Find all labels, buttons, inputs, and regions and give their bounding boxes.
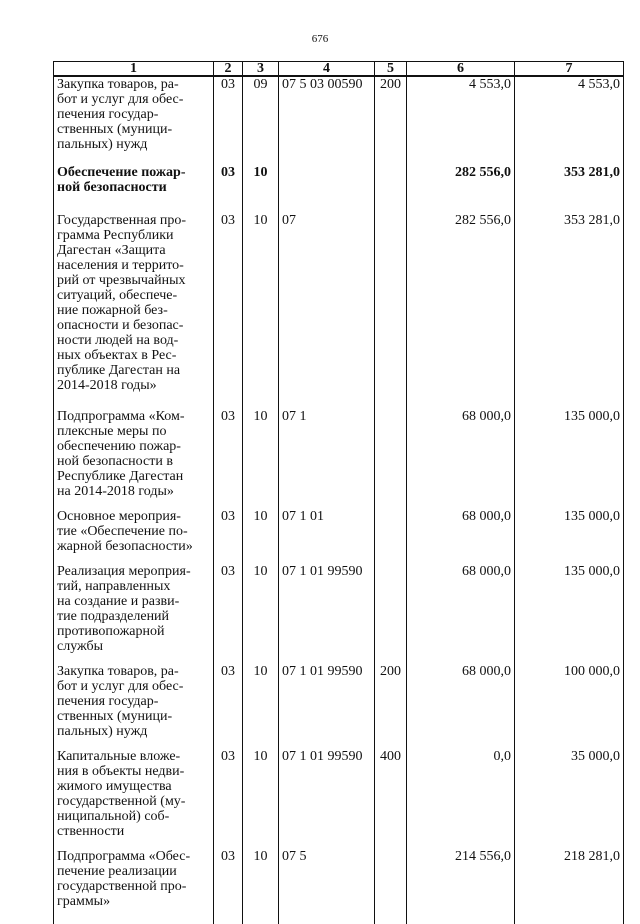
row-description: Закупка товаров, ра- бот и услуг для обес- печения государ- ственных (муници- пальных) нужд — [54, 76, 214, 155]
section-code: 03 — [214, 393, 243, 499]
table-row — [54, 393, 624, 499]
row-description: Подпрограмма «Ком- плексные меры по обеспечению пожар- ной безопасности в Республике Дагестан на 2014-2018 годы» — [54, 393, 214, 499]
amount-2017: 68 000,0 — [407, 499, 515, 554]
subsection-code: 10 — [243, 839, 279, 924]
amount-2018: 353 281,0 — [515, 199, 624, 393]
col-header-1: 1 — [54, 62, 214, 77]
target-article-code: 07 5 03 00590 — [279, 76, 375, 155]
budget-table — [53, 61, 624, 924]
target-article-code: 07 — [279, 199, 375, 393]
amount-2017: 282 556,0 — [407, 155, 515, 199]
col-header-6: 6 — [407, 62, 515, 77]
amount-2017: 68 000,0 — [407, 654, 515, 739]
subsection-code: 10 — [243, 739, 279, 839]
expense-type-code — [375, 499, 407, 554]
amount-2017: 282 556,0 — [407, 199, 515, 393]
expense-type-code: 400 — [375, 739, 407, 839]
section-code: 03 — [214, 739, 243, 839]
col-header-7: 7 — [515, 62, 624, 77]
table-row — [54, 654, 624, 739]
subsection-code: 09 — [243, 76, 279, 155]
target-article-code: 07 1 01 — [279, 499, 375, 554]
section-code: 03 — [214, 554, 243, 654]
expense-type-code — [375, 155, 407, 199]
target-article-code — [279, 155, 375, 199]
table-row — [54, 155, 624, 199]
col-header-5: 5 — [375, 62, 407, 77]
table-body — [54, 76, 624, 924]
amount-2018: 100 000,0 — [515, 654, 624, 739]
row-description: Подпрограмма «Обес- печение реализации государственной про- граммы» — [54, 839, 214, 924]
col-header-4: 4 — [279, 62, 375, 77]
section-code: 03 — [214, 76, 243, 155]
table-row — [54, 499, 624, 554]
table-row — [54, 839, 624, 924]
row-description: Государственная про- грамма Республики Дагестан «Защита населения и террито- рий от чрезвычайных ситуаций, обеспече- ние пожарной без- опасности и безопас- ности людей на вод- ных объектах в Рес- публике Дагестан на 2014-2018 годы» — [54, 199, 214, 393]
section-code: 03 — [214, 499, 243, 554]
table-row — [54, 76, 624, 155]
amount-2017: 214 556,0 — [407, 839, 515, 924]
section-code: 03 — [214, 199, 243, 393]
amount-2018: 4 553,0 — [515, 76, 624, 155]
expense-type-code: 200 — [375, 654, 407, 739]
target-article-code: 07 5 — [279, 839, 375, 924]
row-description: Основное мероприя- тие «Обеспечение по- жарной безопасности» — [54, 499, 214, 554]
section-code: 03 — [214, 839, 243, 924]
amount-2018: 218 281,0 — [515, 839, 624, 924]
row-description: Закупка товаров, ра- бот и услуг для обес- печения государ- ственных (муници- пальных) нужд — [54, 654, 214, 739]
amount-2018: 353 281,0 — [515, 155, 624, 199]
col-header-2: 2 — [214, 62, 243, 77]
amount-2018: 135 000,0 — [515, 393, 624, 499]
expense-type-code — [375, 839, 407, 924]
amount-2017: 68 000,0 — [407, 393, 515, 499]
expense-type-code — [375, 554, 407, 654]
row-description: Обеспечение пожар- ной безопасности — [54, 155, 214, 199]
target-article-code: 07 1 — [279, 393, 375, 499]
header-row — [54, 62, 624, 77]
target-article-code: 07 1 01 99590 — [279, 554, 375, 654]
row-description: Реализация мероприя- тий, направленных на создание и разви- тие подразделений противопожарной службы — [54, 554, 214, 654]
subsection-code: 10 — [243, 155, 279, 199]
subsection-code: 10 — [243, 654, 279, 739]
expense-type-code — [375, 199, 407, 393]
expense-type-code — [375, 393, 407, 499]
table-row — [54, 739, 624, 839]
col-header-3: 3 — [243, 62, 279, 77]
section-code: 03 — [214, 654, 243, 739]
amount-2017: 68 000,0 — [407, 554, 515, 654]
amount-2017: 0,0 — [407, 739, 515, 839]
amount-2018: 135 000,0 — [515, 499, 624, 554]
page-number: 676 — [311, 33, 329, 45]
row-description: Капитальные вложе- ния в объекты недви- жимого имущества государственной (му- ниципальной) соб- ственности — [54, 739, 214, 839]
target-article-code: 07 1 01 99590 — [279, 739, 375, 839]
subsection-code: 10 — [243, 554, 279, 654]
target-article-code: 07 1 01 99590 — [279, 654, 375, 739]
table-row — [54, 199, 624, 393]
subsection-code: 10 — [243, 393, 279, 499]
subsection-code: 10 — [243, 499, 279, 554]
amount-2018: 135 000,0 — [515, 554, 624, 654]
amount-2017: 4 553,0 — [407, 76, 515, 155]
table-row — [54, 554, 624, 654]
expense-type-code: 200 — [375, 76, 407, 155]
subsection-code: 10 — [243, 199, 279, 393]
section-code: 03 — [214, 155, 243, 199]
amount-2018: 35 000,0 — [515, 739, 624, 839]
